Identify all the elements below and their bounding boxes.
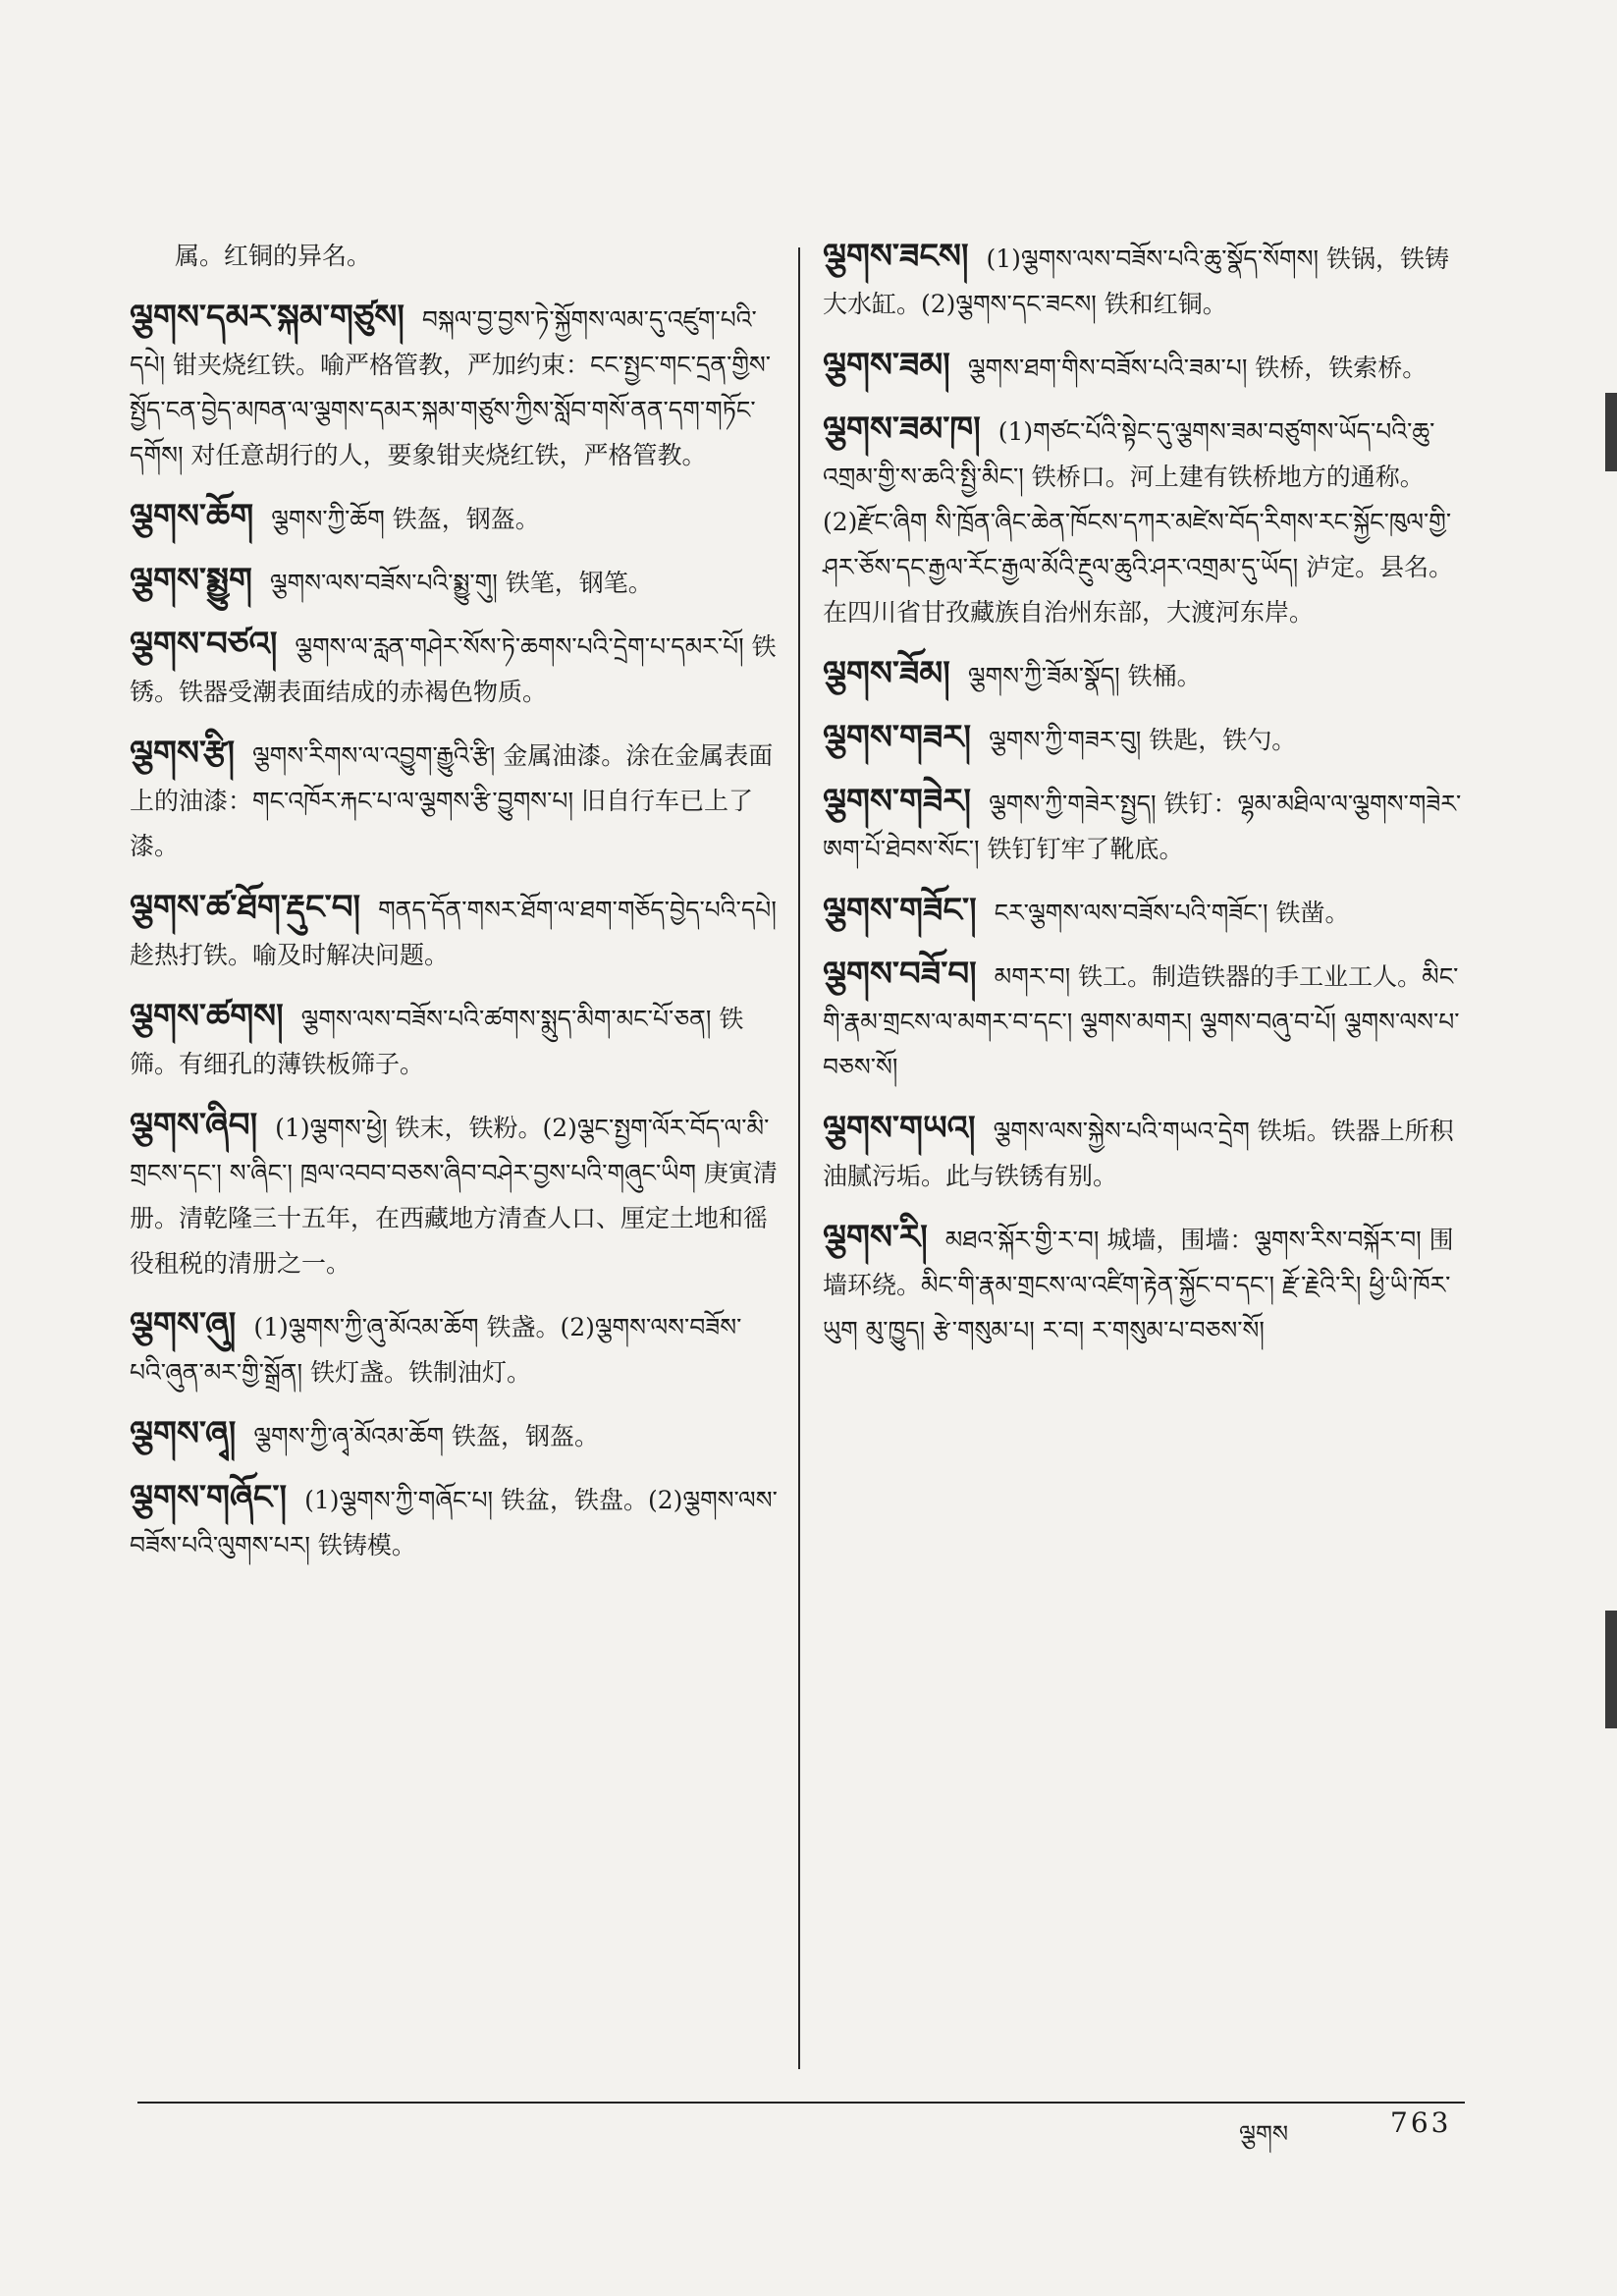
entry-definition: ལྕགས་ཀྱི་གཟར་བུ། 铁匙，铁勺。 [989,726,1297,754]
dictionary-entry [130,1302,778,1395]
entry-headword: ལྕགས་རྩི། [130,734,235,773]
dictionary-entry [823,407,1471,635]
entry-definition: མགར་བ། 铁工。制造铁器的手工业工人。མིང་གི་རྣམ་གྲངས་ལ་མགར་བ་དང་། ལྕགས་མགར། ལྕགས་བཞུ་བ་པོ། ལྕགས་ལས་པ་བཅས་སོ། [823,962,1460,1081]
dictionary-entry [823,651,1471,699]
entry-headword: ལྕགས་ཚ་ཐོག་རྡུང་བ། [130,888,361,927]
dictionary-entry [130,1475,778,1568]
entry-headword: ལྕགས་ཆོག [130,497,254,536]
entry-definition: 属。红铜的异名。 [175,242,372,270]
entry-definition: མཐའ་སྐོར་གྱི་ར་བ། 城墙，围墙：ལྕགས་རིས་བསྐོར་བ། 围墙环绕。མིང་གི་རྣམ་གྲངས་ལ་འཛིག་རྟེན་སྐྱོང་བ་དང་། རྫོ་རྗེའི་རི། ཕྱི་ཡི་ཁོར་ཡུག མུ་ཁྱུད། རྩེ་གསུམ་པ། ར་བ། ར་གསུམ་པ་བཅས་སོ། [823,1226,1454,1344]
entry-headword: ལྕགས་གཟར། [823,718,972,757]
entry-definition: ལྕགས་ཀྱི་གཟེར་སྤྱད། 铁钉：ལྷམ་མཐིལ་ལ་ལྕགས་གཟེར་ཨག་པོ་ཐེབས་སོང་། 铁钉钉牢了靴底。 [823,790,1462,863]
entry-headword: ལྕགས་ཟངས། [823,237,969,276]
entry-headword: ལྕགས་ཞིབ། [130,1106,258,1145]
dictionary-entry [823,715,1471,763]
dictionary-entry [823,234,1471,327]
entry-definition: ལྕགས་ལ་རླན་གཤེར་སོས་ཏེ་ཆགས་པའི་དྲེག་པ་དམར་པོ། 铁锈。铁器受潮表面结成的赤褐色物质。 [130,632,777,706]
entry-headword: ལྕགས་ཟོམ། [823,654,950,693]
dictionary-entry [823,952,1471,1090]
page-number: 763 [1390,2106,1452,2139]
dictionary-entry [130,1411,778,1459]
entry-definition: ལྕགས་ཀྱི་ཟོམ་སྣོད། 铁桶。 [967,662,1202,690]
entry-definition: བསྐལ་བྱ་བྱས་ཏེ་སྐྱོགས་ལམ་དུ་འཛུག་པའི་དཔེ། 钳夹烧红铁。喻严格管教，严加约束：ངང་སྤྱང་གང་དྲན་གྱིས་སྤྱོད་ངན་བྱེད་མཁན་ལ་ལྕགས་དམར་སྐམ་གཙུས་ཀྱིས་སློབ་གསོ་ནན་དག་གཏོང་དགོས། 对任意胡行的人，要象钳夹烧红铁，严格管教。 [130,305,772,469]
dictionary-entry [130,234,778,279]
entry-definition: གནད་དོན་གསར་ཐོག་ལ་ཐག་གཅོད་བྱེད་པའི་དཔེ། 趁热打铁。喻及时解决问题。 [130,896,777,969]
entry-headword: ལྕགས་བཙའ། [130,625,278,664]
dictionary-entry [130,295,778,478]
column-divider [798,247,800,2069]
entry-definition: ལྕགས་ལས་སྐྱེས་པའི་གཡའ་དྲེག 铁垢。铁器上所积油腻污垢。此与铁锈有别。 [823,1117,1454,1190]
dictionary-entry [823,343,1471,391]
entry-definition: ལྕགས་ཀྱི་ཆོག 铁盔，钢盔。 [271,505,540,533]
dictionary-entry [130,1103,778,1286]
dictionary-entry [130,558,778,606]
entry-headword: ལྕགས་གཟོང་། [823,891,977,930]
entry-headword: ལྕགས་གཡའ། [823,1109,976,1148]
entry-definition: ངར་ལྕགས་ལས་བཟོས་པའི་གཟོང་། 铁凿。 [994,899,1350,927]
dictionary-entry [823,888,1471,936]
dictionary-entry [823,779,1471,872]
entry-definition: ལྕགས་ལས་བཟོས་པའི་སྨྱུ་གུ། 铁笔，钢笔。 [269,569,653,597]
left-column [130,234,778,1584]
entry-headword: ལྕགས་ཚགས། [130,997,284,1036]
dictionary-entry [130,494,778,542]
footer-rule [137,2102,1465,2104]
dictionary-entry [130,622,778,715]
entry-definition: ལྕགས་ཀྱི་ཞྭ་མོའམ་ཆོག 铁盔，钢盔。 [253,1422,600,1450]
entry-headword: ལྕགས་སྨྱུག [130,561,252,600]
entry-definition: (1)ལྕགས་ལས་བཟོས་པའི་ཆུ་སྣོད་སོགས། 铁锅，铁铸大水缸。(2)ལྕགས་དང་ཟངས། 铁和红铜。 [823,245,1449,318]
right-column [823,234,1471,1369]
entry-headword: ལྕགས་བཟོ་བ། [823,955,977,994]
entry-headword: ལྕགས་ཞྭ། [130,1414,237,1453]
dictionary-entry [823,1106,1471,1199]
scan-edge-mark [1605,393,1617,471]
entry-definition: ལྕགས་ལས་བཟོས་པའི་ཚགས་སྨུད་མིག་མང་པོ་ཅན། 铁筛。有细孔的薄铁板筛子。 [130,1005,744,1078]
entry-definition: ལྕགས་རིགས་ལ་འབྱུག་རྒྱུའི་རྩི། 金属油漆。涂在金属表面上的油漆：གང་འཁོར་རྐང་པ་ལ་ལྕགས་རྩི་བྱུགས་པ། 旧自行车已上了漆。 [130,741,774,860]
entry-headword: ལྕགས་དམར་སྐམ་གཙུས། [130,298,404,337]
running-head: ལྕགས [1239,2120,1289,2148]
entry-headword: ལྕགས་ཟམ་ཁ། [823,410,981,449]
entry-headword: ལྕགས་རི། [823,1218,928,1257]
entry-headword: ལྕགས་གཟེར། [823,782,972,821]
entry-definition: ལྕགས་ཐག་གིས་བཟོས་པའི་ཟམ་པ། 铁桥，铁索桥。 [967,354,1428,382]
entry-headword: ལྕགས་གཞོང་། [130,1478,288,1517]
dictionary-entry [130,731,778,869]
dictionary-entry [130,885,778,978]
entry-definition: (1)ལྕགས་ཀྱི་གཞོང་པ། 铁盆，铁盘。(2)ལྕགས་ལས་བཟོས་པའི་ལུགས་པར། 铁铸模。 [130,1486,778,1559]
scan-edge-mark [1605,1611,1617,1728]
dictionary-entry [130,994,778,1087]
entry-headword: ལྕགས་ཟམ། [823,346,950,385]
entry-definition: (1)ལྕགས་ཕྱེ། 铁末，铁粉。(2)ལྕང་སྤྱག་ལོར་བོད་ལ་མི་གྲངས་དང་། ས་ཞིང་། ཁྲལ་འབབ་བཅས་ཞིབ་བཤེར་བྱས་པའི་གཞུང་ཡིག 庚寅清册。清乾隆三十五年，在西藏地方清查人口、厘定土地和徭役租税的清册之一。 [130,1114,778,1278]
entry-headword: ལྕགས་ཞུ། [130,1305,237,1344]
entry-definition: (1)ལྕགས་ཀྱི་ཞུ་མོའམ་ཆོག 铁盏。(2)ལྕགས་ལས་བཟོས་པའི་ཞུན་མར་གྱི་སྒྲོན། 铁灯盏。铁制油灯。 [130,1313,742,1387]
entry-definition: (1)གཙང་པོའི་སྟེང་དུ་ལྕགས་ཟམ་བཙུགས་ཡོད་པའི་ཆུ་འགྲམ་གྱི་ས་ཆའི་སྤྱི་མིང་། 铁桥口。河上建有铁桥地方的通称。(2)རྫོང་ཞིག སི་ཁྲོན་ཞིང་ཆེན་ཁོངས་དཀར་མཛེས་བོད་རིགས་རང་སྐྱོང་ཁུལ་གྱི་ཤར་ཅོས་དང་རྒྱལ་རོང་རྒྱལ་མོའི་རྔུལ་ཆུའི་ཤར་འགྲམ་དུ་ཡོད། 泸定。县名。在四川省甘孜藏族自治州东部，大渡河东岸。 [823,417,1454,627]
dictionary-entry [823,1215,1471,1353]
